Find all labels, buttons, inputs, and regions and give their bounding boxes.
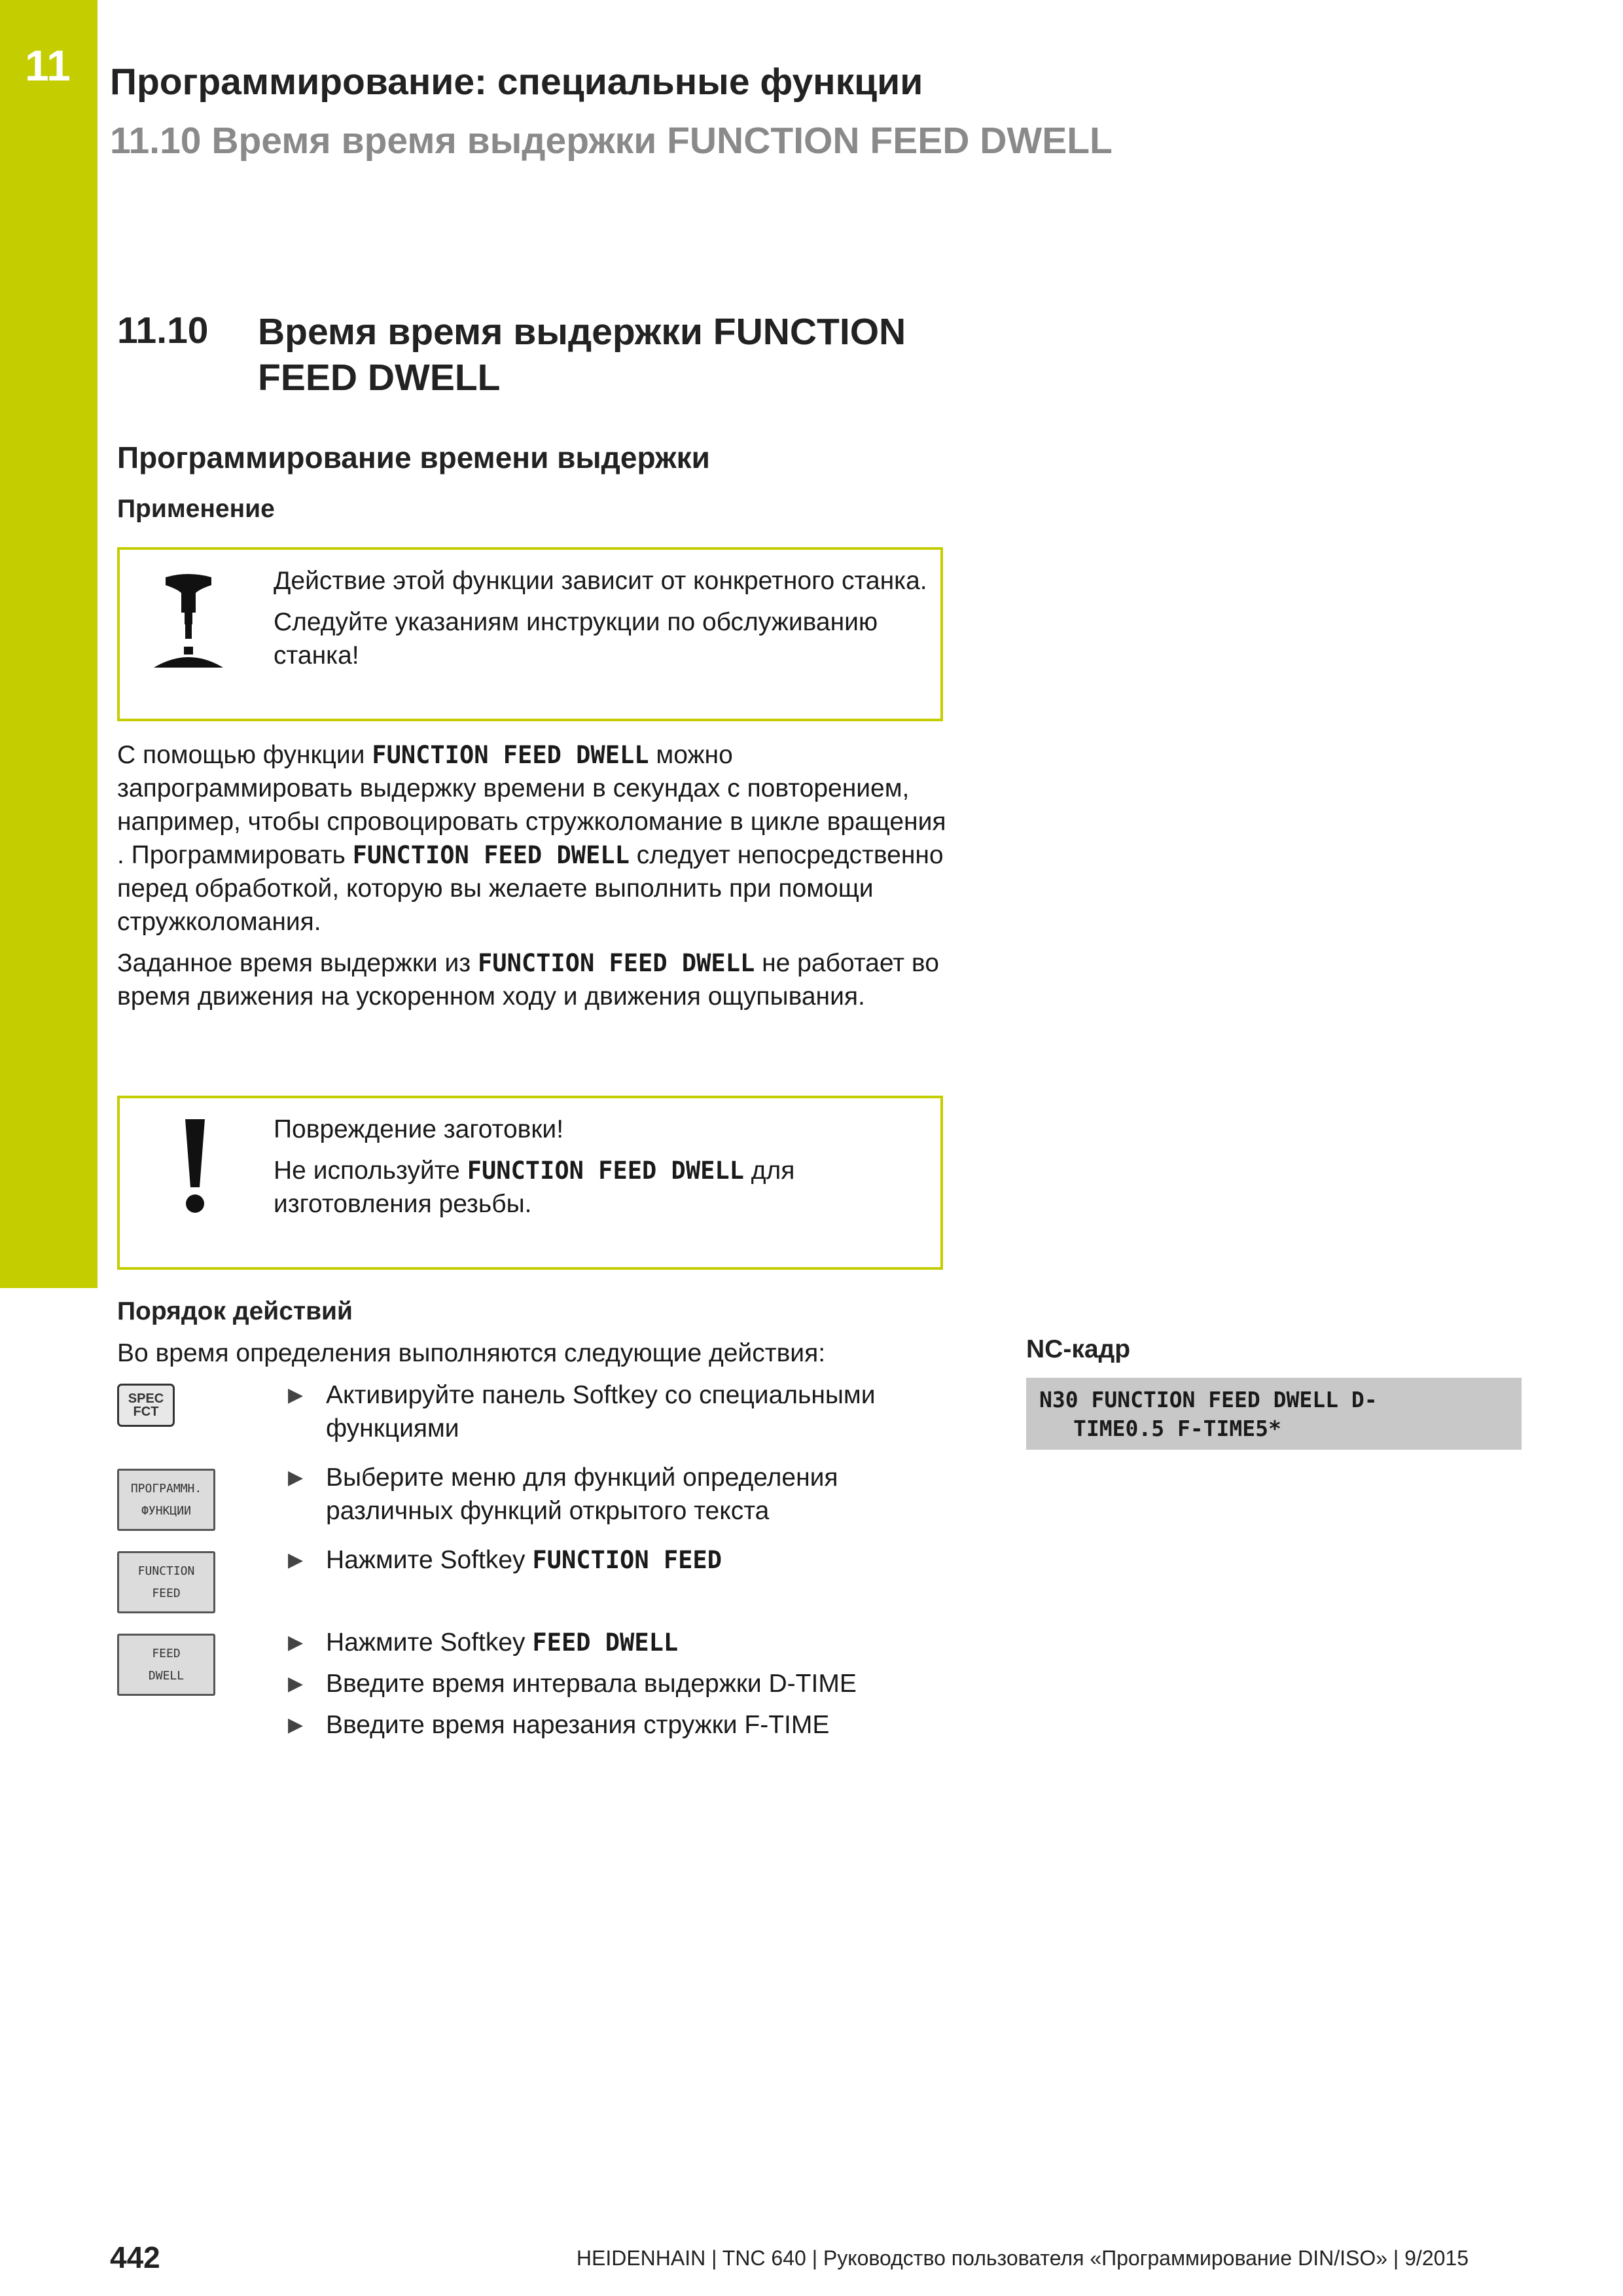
feed-dwell-softkey[interactable]: FEED DWELL [117, 1634, 215, 1696]
chapter-subtitle: 11.10 Время время выдержки FUNCTION FEED DWELL [110, 120, 1113, 162]
warning-line1: Повреждение заготовки! [274, 1115, 564, 1143]
step-5: ▶ Введите время интервала выдержки D-TIME [288, 1667, 942, 1700]
step-2: ▶ Выберите меню для функций определения различных функций открытого текста [288, 1461, 942, 1528]
paragraph-1: С помощью функции FUNCTION FEED DWELL можно запрограммировать выдержку времени в секундах с повторением, например, чтобы спровоцировать стружколомание в цикле вращения . Программировать FUNCTION FEED DWELL следует непосредственно перед обработкой, которую вы желаете выполнить при помощи стружколомания. [117, 741, 946, 936]
footer-text: HEIDENHAIN | TNC 640 | Руководство пользователя «Программирование DIN/ISO» | 9/2015 [576, 2246, 1469, 2270]
machine-tool-icon [152, 569, 224, 681]
step-1: ▶ Активируйте панель Softkey со специальными функциями [288, 1378, 942, 1445]
chapter-title: Программирование: специальные функции [110, 61, 923, 103]
step-3: ▶ Нажмите Softkey FUNCTION FEED [288, 1543, 942, 1577]
procedure-intro: Во время определения выполняются следующие действия: [117, 1339, 826, 1367]
nc-block-label: NC-кадр [1026, 1335, 1131, 1363]
step-6: ▶ Введите время нарезания стружки F-TIME [288, 1708, 942, 1742]
warning-line2: Не используйте FUNCTION FEED DWELL для изготовления резьбы. [274, 1157, 795, 1218]
spec-fct-key[interactable]: SPEC FCT [117, 1384, 175, 1427]
chapter-number: 11 [25, 41, 71, 90]
warning-note-box [117, 1096, 943, 1270]
machine-note-box [117, 547, 943, 721]
body-text [117, 738, 948, 1021]
nc-line-2: TIME0.5 F-TIME5* [1073, 1416, 1281, 1441]
paragraph-2: Заданное время выдержки из FUNCTION FEED DWELL не работает во время движения на ускоренном ходу и движения ощупывания. [117, 949, 939, 1011]
section-title: Время время выдержки FUNCTION FEED DWELL [258, 311, 906, 399]
procedure-heading: Порядок действий [117, 1297, 353, 1325]
subsection-title: Программирование времени выдержки [117, 440, 710, 475]
application-heading: Применение [117, 495, 275, 523]
step-4: ▶ Нажмите Softkey FEED DWELL [288, 1626, 942, 1659]
machine-note-line2: Следуйте указаниям инструкции по обслуживанию станка! [274, 608, 878, 670]
nc-block-code [1026, 1378, 1522, 1450]
chapter-sidebar [0, 0, 98, 1288]
machine-note-line1: Действие этой функции зависит от конкретного станка. [274, 567, 927, 595]
page-number: 442 [110, 2240, 160, 2274]
nc-line-1: N30 FUNCTION FEED DWELL D- [1039, 1387, 1378, 1412]
program-functions-softkey[interactable]: ПРОГРАММН. ФУНКЦИИ [117, 1469, 215, 1531]
exclamation-icon [159, 1117, 231, 1228]
section-number: 11.10 [117, 310, 209, 351]
function-feed-softkey[interactable]: FUNCTION FEED [117, 1551, 215, 1613]
